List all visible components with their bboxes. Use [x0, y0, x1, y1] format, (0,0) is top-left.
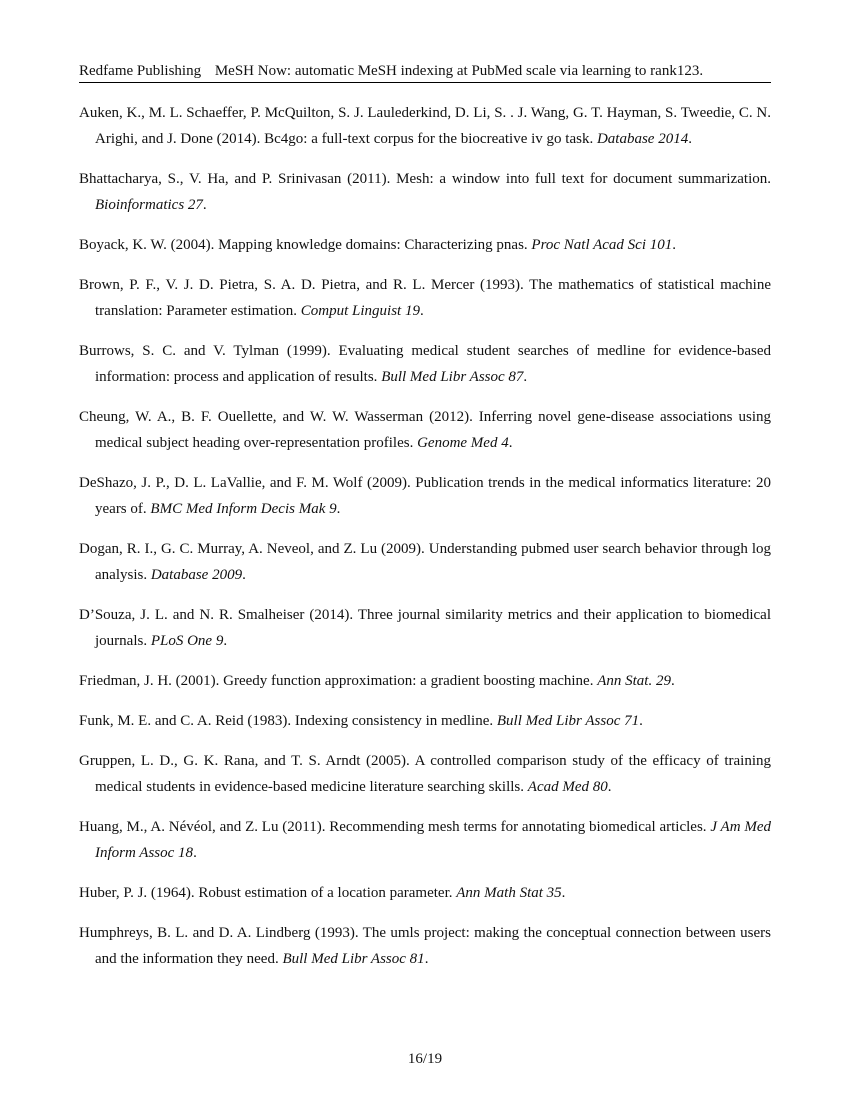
reference-journal: Bull Med Libr Assoc 87 [381, 369, 524, 385]
reference-entry: Funk, M. E. and C. A. Reid (1983). Indexing consistency in medline. Bull Med Libr Assoc 71. [79, 713, 643, 729]
reference-entry: Huber, P. J. (1964). Robust estimation of a location parameter. Ann Math Stat 35. [79, 885, 566, 901]
reference-journal: Bull Med Libr Assoc 71 [496, 713, 640, 729]
reference-entry: Boyack, K. W. (2004). Mapping knowledge domains: Characterizing pnas. Proc Natl Acad Sci 101. [79, 237, 676, 253]
header-publisher: Redfame Publishing [79, 63, 202, 79]
reference-text: DeShazo, J. P., D. L. LaVallie, and F. M. Wolf (2009). Publication trends in the medical informatics literature: 20 years of. [79, 475, 771, 517]
reference-journal: Database 2009 [150, 567, 243, 583]
reference-journal: Ann Math Stat 35 [456, 885, 562, 901]
reference-journal: Database 2014 [596, 131, 689, 147]
reference-entry: D’Souza, J. L. and N. R. Smalheiser (2014). Three journal similarity metrics and their application to biomedical journals. PLoS One 9. [79, 607, 771, 649]
reference-text: Huang, M., A. Névéol, and Z. Lu (2011). Recommending mesh terms for annotating biomedical articles. [79, 819, 707, 835]
reference-text: Friedman, J. H. (2001). Greedy function approximation: a gradient boosting machine. [79, 673, 594, 689]
reference-entry: Cheung, W. A., B. F. Ouellette, and W. W. Wasserman (2012). Inferring novel gene-disease associations using medical subject heading over-representation profiles. Genome Med 4. [79, 409, 771, 451]
reference-text: Funk, M. E. and C. A. Reid (1983). Indexing consistency in medline. [79, 713, 494, 729]
reference-journal: Acad Med 80 [527, 779, 608, 795]
reference-entry: Dogan, R. I., G. C. Murray, A. Neveol, and Z. Lu (2009). Understanding pubmed user search behavior through log analysis. Database 2009. [79, 541, 771, 583]
reference-entry: Gruppen, L. D., G. K. Rana, and T. S. Arndt (2005). A controlled comparison study of the efficacy of training medical students in evidence-based medicine literature searching skills. Acad Med 80. [79, 753, 771, 795]
reference-text: Boyack, K. W. (2004). Mapping knowledge domains: Characterizing pnas. [79, 237, 528, 253]
reference-text: Cheung, W. A., B. F. Ouellette, and W. W. Wasserman (2012). Inferring novel gene-disease associations using medical subject heading over-representation profiles. [79, 409, 771, 451]
reference-text: Burrows, S. C. and V. Tylman (1999). Evaluating medical student searches of medline for evidence-based information: process and application of results. [79, 343, 771, 385]
reference-journal: Genome Med 4 [417, 435, 509, 451]
reference-entry: Auken, K., M. L. Schaeffer, P. McQuilton, S. J. Laulederkind, D. Li, S. . J. Wang, G. T. Hayman, S. Tweedie, C. N. Arighi, and J. Done (2014). Bc4go: a full-text corpus for the biocreative iv go task. Database 2014. [79, 105, 771, 147]
reference-entry: Brown, P. F., V. J. D. Pietra, S. A. D. Pietra, and R. L. Mercer (1993). The mathematics of statistical machine translation: Parameter estimation. Comput Linguist 19. [79, 277, 771, 319]
reference-entry: DeShazo, J. P., D. L. LaVallie, and F. M. Wolf (2009). Publication trends in the medical informatics literature: 20 years of. BMC Med Inform Decis Mak 9. [79, 475, 771, 517]
reference-journal: Ann Stat. 29 [597, 673, 671, 689]
reference-entry: Bhattacharya, S., V. Ha, and P. Srinivasan (2011). Mesh: a window into full text for document summarization. Bioinformatics 27. [79, 171, 771, 213]
header-title: MeSH Now: automatic MeSH indexing at PubMed scale via learning to rank123. [214, 63, 704, 79]
running-header [79, 62, 771, 83]
reference-list [79, 100, 771, 986]
reference-journal: J Am Med Inform Assoc 18 [95, 819, 772, 861]
reference-text: Dogan, R. I., G. C. Murray, A. Neveol, and Z. Lu (2009). Understanding pubmed user search behavior through log analysis. [79, 541, 771, 583]
reference-entry: Humphreys, B. L. and D. A. Lindberg (1993). The umls project: making the conceptual connection between users and the information they need. Bull Med Libr Assoc 81. [79, 925, 771, 967]
reference-journal: PLoS One 9 [150, 633, 224, 649]
reference-text: D’Souza, J. L. and N. R. Smalheiser (2014). Three journal similarity metrics and their application to biomedical journals. [79, 607, 771, 649]
reference-text: Bhattacharya, S., V. Ha, and P. Srinivasan (2011). Mesh: a window into full text for document summarization. [79, 171, 771, 187]
reference-journal: Proc Natl Acad Sci 101 [531, 237, 673, 253]
reference-entry: Friedman, J. H. (2001). Greedy function approximation: a gradient boosting machine. Ann Stat. 29. [79, 673, 675, 689]
reference-entry: Huang, M., A. Névéol, and Z. Lu (2011). Recommending mesh terms for annotating biomedical articles. J Am Med Inform Assoc 18. [79, 819, 772, 861]
reference-text: Gruppen, L. D., G. K. Rana, and T. S. Arndt (2005). A controlled comparison study of the efficacy of training medical students in evidence-based medicine literature searching skills. [79, 753, 771, 795]
reference-journal: Bull Med Libr Assoc 81 [282, 951, 425, 967]
reference-entry: Burrows, S. C. and V. Tylman (1999). Evaluating medical student searches of medline for evidence-based information: process and application of results. Bull Med Libr Assoc 87. [79, 343, 771, 385]
page-number: 16/19 [407, 1051, 443, 1067]
reference-text: Huber, P. J. (1964). Robust estimation of a location parameter. [79, 885, 453, 901]
reference-journal: Bioinformatics 27 [95, 197, 203, 213]
reference-journal: Comput Linguist 19 [300, 303, 420, 319]
reference-text: Brown, P. F., V. J. D. Pietra, S. A. D. Pietra, and R. L. Mercer (1993). The mathematics of statistical machine translation: Parameter estimation. [79, 277, 771, 319]
reference-text: Humphreys, B. L. and D. A. Lindberg (1993). The umls project: making the conceptual connection between users and the information they need. [79, 925, 771, 967]
reference-text: Auken, K., M. L. Schaeffer, P. McQuilton, S. J. Laulederkind, D. Li, S. . J. Wang, G. T. Hayman, S. Tweedie, C. N. Arighi, and J. Done (2014). Bc4go: a full-text corpus for the biocreative iv go task. [79, 105, 771, 147]
reference-journal: BMC Med Inform Decis Mak 9 [150, 501, 337, 517]
